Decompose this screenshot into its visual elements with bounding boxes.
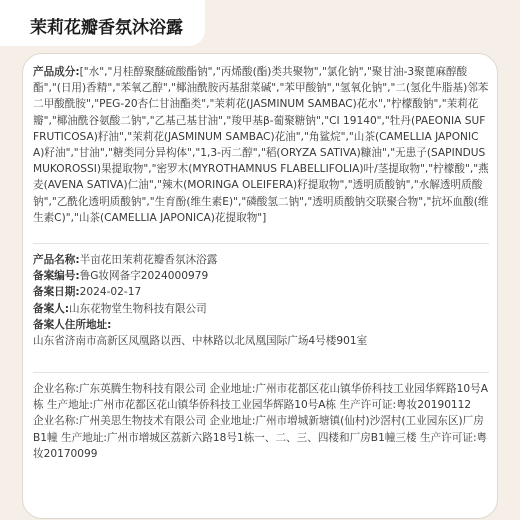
page-title: 茉莉花瓣香氛沐浴露 (30, 18, 183, 38)
company-name-value: 广州美思生物技术有限公司 (78, 415, 207, 428)
divider (33, 243, 489, 244)
production-address-label: 生产地址: (46, 399, 93, 412)
record-no-row (33, 268, 489, 284)
ingredients-text: ["水","月桂醇聚醚硫酸酯钠","丙烯酸(酯)类共聚物","氯化钠","聚甘油-3聚蓖麻醇酸酯","(日用)香精","苯氧乙醇","椰油酰胺丙基甜菜碱","苯甲酸钠","氢氧化钠","二(氢化牛脂基)邻苯二甲酸酰胺","PEG-20杏仁甘油酯类","茉莉花(JASMINUM SAMBAC)花水","柠檬酸钠","茉莉花瓣","椰油酰谷氨酸二钠","乙基己基甘油","羧甲基β-葡聚糖钠","CI 19140","牡丹(PAEONIA SUFFRUTICOSA)籽油","茉莉花(JASMINUM SAMBAC)花油","角鲨烷","山茶(CAMELLIA JAPONICA)籽油","甘油","糖类同分异构体","1,3-丙二醇","稻(ORYZA SATIVA)糠油","无患子(SAPINDUS MUKOROSSI)果提取物","密罗木(MYROTHAMNUS FLABELLIFOLIA)叶/茎提取物","柠檬酸","燕麦(AVENA SATIVA)仁油","辣木(MORINGA OLEIFERA)籽提取物","透明质酸钠","水解透明质酸钠","乙酰化透明质酸钠","生育酚(维生素E)","磷酸氢二钠","透明质酸钠交联聚合物","抗坏血酸(维生素C)","山茶(CAMELLIA JAPONICA)花提取物"] (33, 66, 489, 224)
divider (33, 372, 489, 373)
filer-address-label-row (33, 317, 489, 333)
license-value: 粤妆20170099 (33, 431, 488, 460)
filer-row (33, 301, 489, 317)
company-name-label: 企业名称: (33, 415, 79, 428)
ingredients-section (33, 64, 489, 226)
manufacturers-section (33, 381, 489, 462)
ingredients-label: 产品成分: (33, 66, 80, 78)
license-label: 生产许可证: (339, 399, 397, 412)
record-no-value: 鲁G妆网备字2024000979 (79, 270, 209, 283)
production-address-label: 生产地址: (60, 431, 107, 444)
company-name-value: 广东英腾生物科技有限公司 (78, 383, 207, 395)
company-address-label: 企业地址: (209, 415, 256, 428)
product-name-row (33, 252, 489, 268)
manufacturer-entry (33, 381, 489, 413)
record-no-label: 备案编号: (33, 270, 80, 283)
filer-address-value: 山东省济南市高新区凤凰路以西、中林路以北凤凰国际广场4号楼901室 (33, 335, 368, 348)
title-banner (0, 0, 205, 46)
record-date-label: 备案日期: (33, 286, 80, 299)
license-label: 生产许可证: (419, 431, 477, 444)
record-info-section (33, 252, 489, 349)
filer-value: 山东花物堂生物科技有限公司 (69, 302, 207, 315)
record-date-row (33, 284, 489, 300)
production-address-value: 广州市花都区花山镇华侨科技工业园华辉路10号A栋 (92, 399, 337, 412)
company-address-value: 广州市花都区花山镇华侨科技工业园华辉路10号A栋 (33, 383, 489, 412)
filer-label: 备案人: (33, 302, 70, 315)
record-date-value: 2024-02-17 (79, 286, 142, 299)
manufacturer-entry (33, 413, 489, 462)
production-address-value: 广州市增城区荔新六路18号1栋一、二、三、四楼和厂房B1幢三楼 (106, 431, 417, 444)
filer-address-label: 备案人住所地址: (33, 318, 112, 331)
product-info-card (22, 53, 498, 519)
product-name-label: 产品名称: (33, 254, 80, 266)
company-address-value: 广州市增城新塘镇(仙村)沙滘村(工业园东区)厂房B1幢 (33, 415, 484, 444)
product-name-value: 半亩花田茉莉花瓣香氛沐浴露 (79, 254, 218, 266)
company-address-label: 企业地址: (209, 383, 256, 395)
license-value: 粤妆20190112 (396, 399, 472, 412)
company-name-label: 企业名称: (33, 383, 79, 395)
filer-address-row (33, 333, 489, 349)
